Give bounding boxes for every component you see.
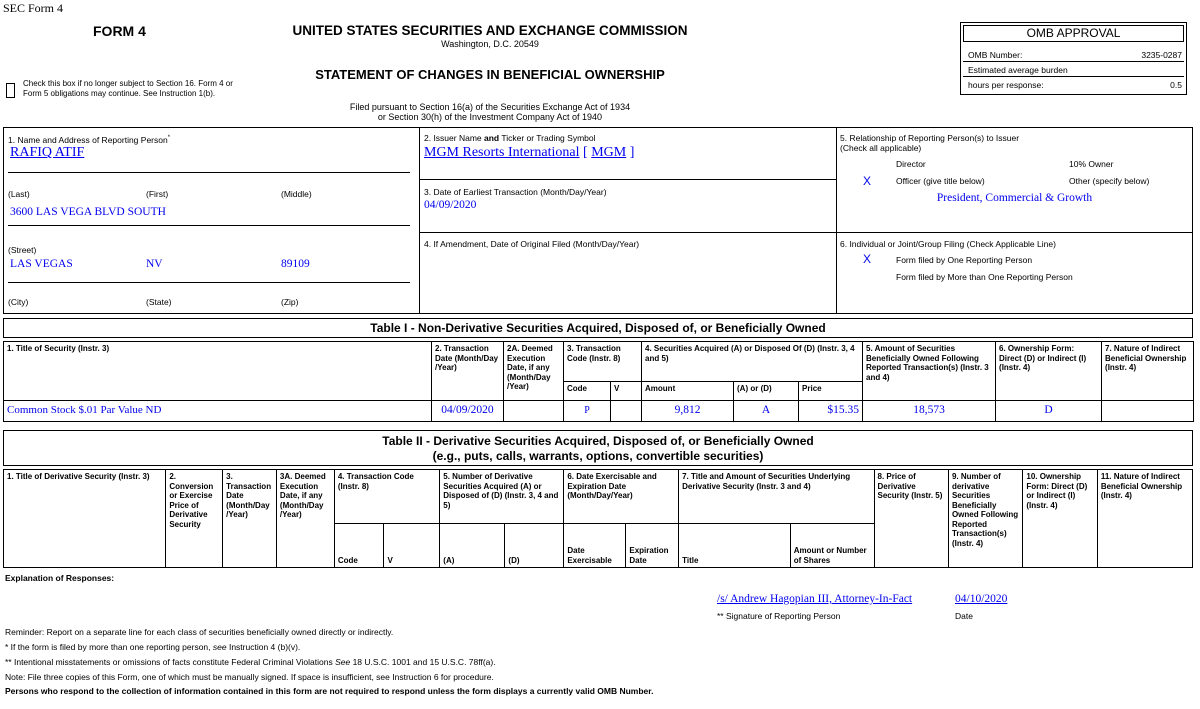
- t1-col-form-header: 6. Ownership Form: Direct (D) or Indirect (I) (Instr. 4): [996, 342, 1102, 401]
- t2-col-owned-header: 9. Number of derivative Securities Beneficially Owned Following Reported Transaction(s) (Instr. 4): [948, 470, 1022, 568]
- omb-number-value: 3235-0287: [1141, 50, 1182, 60]
- t2-col-underlying-header: 7. Title and Amount of Securities Underlying Derivative Security (Instr. 3 and 4): [679, 470, 874, 524]
- section16-checkbox-label: Check this box if no longer subject to Section 16. Form 4 or Form 5 obligations may continue. See Instruction 1(b).: [23, 79, 233, 98]
- ticker-bracket-close: ]: [629, 145, 635, 160]
- ticker-link[interactable]: MGM: [591, 145, 627, 160]
- sec-form-label: SEC Form 4: [3, 1, 64, 15]
- ticker-bracket-open: [: [583, 145, 588, 160]
- t2-sub-exercisable: Date Exercisable: [564, 524, 626, 568]
- earliest-date-value: 04/09/2020: [424, 199, 477, 211]
- omb-burden-label: Estimated average burden: [968, 65, 1068, 75]
- filing-check-mark: X: [863, 252, 872, 266]
- footnote-multiple-persons: [5, 642, 300, 652]
- city-label: (City): [8, 297, 29, 307]
- table2-subtitle-line: (e.g., puts, calls, warrants, options, convertible securities): [432, 449, 764, 463]
- agency-title: UNITED STATES SECURITIES AND EXCHANGE COMMISSION: [292, 23, 688, 38]
- t1-row-code: P: [564, 401, 611, 422]
- date-divider: [419, 232, 836, 233]
- name-rule: [8, 172, 410, 173]
- t1-row-amount: 9,812: [642, 401, 734, 422]
- issuer-label-a: 2. Issuer Name: [424, 133, 484, 143]
- t1-row-date: 04/09/2020: [432, 401, 504, 422]
- t2-col-conversion-header: 2. Conversion or Exercise Price of Derivative Security: [166, 470, 223, 568]
- t1-row-v: [611, 401, 642, 422]
- first-label: (First): [146, 189, 169, 199]
- footnote1-see: see: [212, 642, 227, 652]
- t2-sub-a: (A): [440, 524, 505, 568]
- street-value: 3600 LAS VEGA BLVD SOUTH: [10, 206, 166, 218]
- t2-sub-title: Title: [679, 524, 791, 568]
- signature-label: ** Signature of Reporting Person: [717, 611, 841, 621]
- filed-pursuant-line-2: or Section 30(h) of the Investment Company Act of 1940: [377, 112, 603, 122]
- table2: [3, 469, 1193, 568]
- t1-sub-price: Price: [799, 382, 863, 401]
- state-value: NV: [146, 258, 163, 270]
- omb-title: OMB APPROVAL: [963, 25, 1184, 42]
- issuer-name-link[interactable]: MGM Resorts International: [424, 145, 580, 160]
- table2-title-line: Table II - Derivative Securities Acquired, Disposed of, or Beneficially Owned: [382, 434, 814, 448]
- t1-sub-aord: (A) or (D): [734, 382, 799, 401]
- relationship-check-all: (Check all applicable): [840, 143, 922, 153]
- director-option: Director: [896, 159, 926, 169]
- zip-label: (Zip): [281, 297, 299, 307]
- reporting-person-name-link[interactable]: RAFIQ ATIF: [10, 145, 85, 160]
- t2-col-date-header: 3. Transaction Date (Month/Day /Year): [223, 470, 277, 568]
- zip-value: 89109: [281, 258, 310, 270]
- street-rule: [8, 225, 410, 226]
- city-rule: [8, 282, 410, 283]
- footnote2-see: See: [335, 657, 351, 667]
- issuer-label-and: and: [484, 133, 500, 143]
- t1-col-acquired-header: 4. Securities Acquired (A) or Disposed Of (D) (Instr. 3, 4 and 5): [642, 342, 863, 382]
- t2-col-exercisable-header: 6. Date Exercisable and Expiration Date (Month/Day/Year): [564, 470, 679, 524]
- omb-divider-1: [963, 61, 1184, 62]
- t1-col-title-header: 1. Title of Security (Instr. 3): [4, 342, 432, 401]
- explanation-heading: Explanation of Responses:: [5, 573, 115, 583]
- statement-title: STATEMENT OF CHANGES IN BENEFICIAL OWNERSHIP: [315, 67, 665, 82]
- signature-link[interactable]: /s/ Andrew Hagopian III, Attorney-In-Fact: [717, 593, 913, 605]
- t1-col-deemed-header: 2A. Deemed Execution Date, if any (Month/Day /Year): [504, 342, 564, 401]
- one-person-option: Form filed by One Reporting Person: [896, 255, 1033, 265]
- issuer-label: [424, 133, 596, 143]
- middle-label: (Middle): [281, 189, 312, 199]
- signature-date-label: Date: [955, 611, 973, 621]
- signature-date-link[interactable]: 04/10/2020: [955, 593, 1008, 605]
- omb-divider-2: [963, 76, 1184, 77]
- t1-row-aord: A: [734, 401, 799, 422]
- t1-row-deemed: [504, 401, 564, 422]
- t1-row-owned: 18,573: [863, 401, 996, 422]
- officer-option: Officer (give title below): [896, 176, 985, 186]
- t2-sub-v: V: [384, 524, 440, 568]
- t2-sub-d: (D): [505, 524, 564, 568]
- issuer-label-b: Ticker or Trading Symbol: [499, 133, 596, 143]
- state-label: (State): [146, 297, 172, 307]
- reporting-person-label: [8, 133, 170, 145]
- reporting-person-label-text: 1. Name and Address of Reporting Person: [8, 134, 168, 145]
- footnote1-a: * If the form is filed by more than one reporting person,: [5, 642, 213, 652]
- t2-sub-code: Code: [334, 524, 384, 568]
- top-divider-1: [419, 127, 420, 314]
- relationship-label: 5. Relationship of Reporting Person(s) to Issuer: [840, 133, 1020, 143]
- reminder-text: Reminder: Report on a separate line for each class of securities beneficially owned directly or indirectly.: [5, 627, 394, 637]
- filing-label: 6. Individual or Joint/Group Filing (Check Applicable Line): [840, 239, 1056, 249]
- omb-hours-value: 0.5: [1170, 80, 1182, 90]
- t1-sub-code: Code: [564, 382, 611, 401]
- t1-col-owned-header: 5. Amount of Securities Beneficially Owned Following Reported Transaction(s) (Instr. 3 and 4): [863, 342, 996, 401]
- issuer-line: [424, 145, 634, 161]
- officer-title-value: President, Commercial & Growth: [936, 192, 1093, 204]
- footnote2-b: 18 U.S.C. 1001 and 15 U.S.C. 78ff(a).: [350, 657, 496, 667]
- issuer-divider: [419, 179, 836, 180]
- t1-col-nature-header: 7. Nature of Indirect Beneficial Ownership (Instr. 4): [1102, 342, 1194, 401]
- t2-col-nature-header: 11. Nature of Indirect Beneficial Ownership (Instr. 4): [1097, 470, 1192, 568]
- other-option: Other (specify below): [1069, 176, 1150, 186]
- agency-location: Washington, D.C. 20549: [441, 39, 539, 49]
- omb-number-label: OMB Number:: [968, 50, 1023, 60]
- t2-col-number-header: 5. Number of Derivative Securities Acquired (A) or Disposed of (D) (Instr. 3, 4 and 5): [440, 470, 564, 524]
- filed-pursuant-text: [0, 102, 980, 122]
- street-label: (Street): [8, 245, 37, 255]
- last-label: (Last): [8, 189, 30, 199]
- relationship-divider: [836, 232, 1193, 233]
- t1-row-price: $15.35: [799, 401, 863, 422]
- footnote-misstatements: [5, 657, 496, 667]
- t1-col-code-header: 3. Transaction Code (Instr. 8): [564, 342, 642, 382]
- t1-sub-v: V: [611, 382, 642, 401]
- omb-notice: Persons who respond to the collection of information contained in this form are not required to respond unless the form displays a currently valid OMB Number.: [5, 686, 654, 696]
- more-person-option: Form filed by More than One Reporting Person: [896, 272, 1073, 282]
- t1-row-form: D: [996, 401, 1102, 422]
- footnote1-b: Instruction 4 (b)(v).: [226, 642, 301, 652]
- city-value: LAS VEGAS: [10, 258, 73, 270]
- t2-col-title-header: 1. Title of Derivative Security (Instr. 3): [4, 470, 166, 568]
- reporting-person-asterisk: *: [167, 135, 171, 141]
- officer-check-mark: X: [863, 174, 872, 188]
- t1-row-title: Common Stock $.01 Par Value ND: [4, 401, 432, 422]
- section16-checkbox[interactable]: [6, 83, 15, 98]
- table1-title: Table I - Non-Derivative Securities Acquired, Disposed of, or Beneficially Owned: [3, 318, 1193, 338]
- t2-col-price-header: 8. Price of Derivative Security (Instr. 5): [874, 470, 948, 568]
- t2-col-code-header: 4. Transaction Code (Instr. 8): [334, 470, 439, 524]
- form-title: FORM 4: [93, 23, 146, 39]
- filed-pursuant-line-1: Filed pursuant to Section 16(a) of the Securities Exchange Act of 1934: [349, 102, 631, 112]
- t1-sub-amount: Amount: [642, 382, 734, 401]
- amendment-label: 4. If Amendment, Date of Original Filed (Month/Day/Year): [424, 239, 640, 249]
- ten-pct-owner-option: 10% Owner: [1069, 159, 1114, 169]
- t2-col-form-header: 10. Ownership Form: Direct (D) or Indirect (I) (Instr. 4): [1023, 470, 1097, 568]
- table2-title: [3, 430, 1193, 466]
- omb-hours-label: hours per response:: [968, 80, 1044, 90]
- earliest-date-label: 3. Date of Earliest Transaction (Month/Day/Year): [424, 187, 607, 197]
- footnote-copies: Note: File three copies of this Form, one of which must be manually signed. If space is insufficient, see Instruction 6 for procedure.: [5, 672, 494, 682]
- table1-header-row-1: [4, 342, 1194, 382]
- t1-row-nature: [1102, 401, 1194, 422]
- top-divider-2: [836, 127, 837, 314]
- omb-approval-box: [960, 22, 1187, 95]
- footnote2-a: ** Intentional misstatements or omissions of facts constitute Federal Criminal Violations: [5, 657, 336, 667]
- t1-col-date-header: 2. Transaction Date (Month/Day /Year): [432, 342, 504, 401]
- t2-sub-amount-shares: Amount or Number of Shares: [790, 524, 874, 568]
- table2-header-row-1: [4, 470, 1193, 524]
- table1: [3, 341, 1194, 422]
- t2-col-deemed-header: 3A. Deemed Execution Date, if any (Month/Day /Year): [276, 470, 334, 568]
- t2-sub-expiration: Expiration Date: [626, 524, 679, 568]
- table-row: [4, 401, 1194, 422]
